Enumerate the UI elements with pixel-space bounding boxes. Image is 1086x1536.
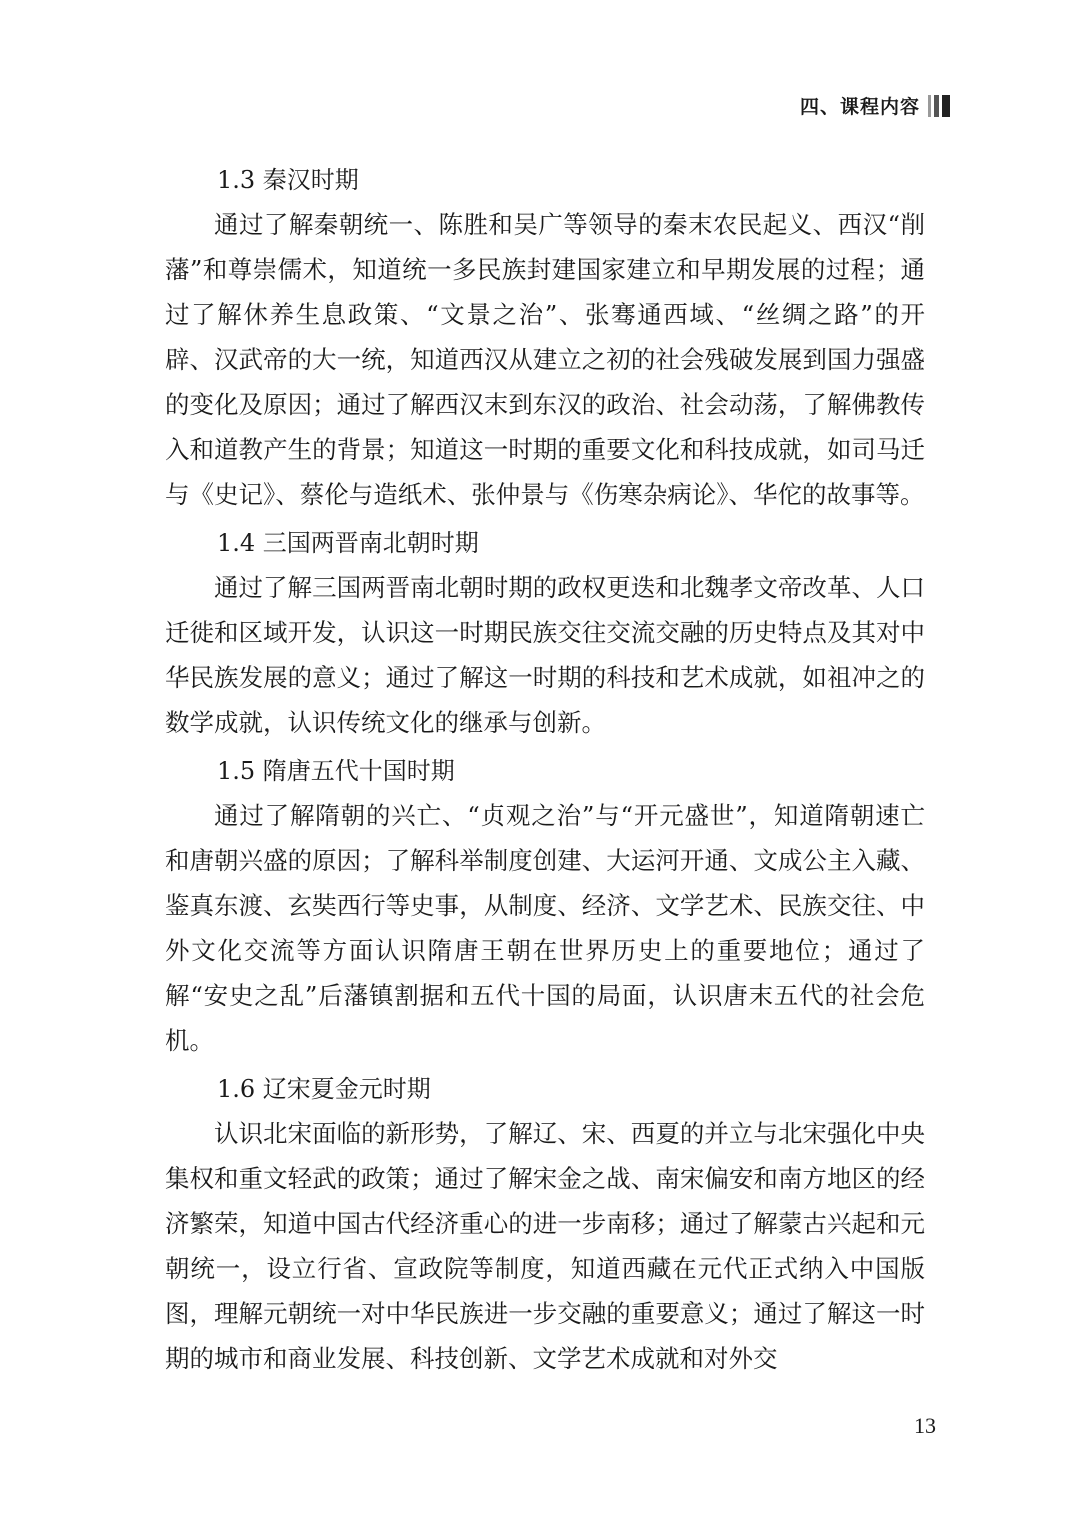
header-bar-mid	[934, 95, 939, 117]
page-body	[165, 160, 925, 1387]
section-qin-han	[165, 160, 925, 517]
section-heading: 1.6 辽宋夏金元时期	[217, 1075, 431, 1103]
page-number: 13	[914, 1413, 936, 1438]
chapter-title: 四、课程内容	[799, 96, 920, 118]
section-paragraph: 通过了解三国两晋南北朝时期的政权更迭和北魏孝文帝改革、人口迁徙和区域开发，认识这一时期民族交往交流交融的历史特点及其对中华民族发展的意义；通过了解这一时期的科技和艺术成就，如祖冲之的数学成就，认识传统文化的继承与创新。	[165, 573, 925, 737]
header-bar-thick	[942, 95, 950, 117]
section-paragraph: 通过了解秦朝统一、陈胜和吴广等领导的秦末农民起义、西汉“削藩”和尊崇儒术，知道统一多民族封建国家建立和早期发展的过程；通过了解休养生息政策、“文景之治”、张骞通西域、“丝绸之路”的开辟、汉武帝的大一统，知道西汉从建立之初的社会残破发展到国力强盛的变化及原因；通过了解西汉末到东汉的政治、社会动荡，了解佛教传入和道教产生的背景；知道这一时期的重要文化和科技成就，如司马迁与《史记》、蔡伦与造纸术、张仲景与《伤寒杂病论》、华佗的故事等。	[165, 210, 925, 509]
section-heading: 1.4 三国两晋南北朝时期	[217, 529, 479, 557]
section-paragraph: 通过了解隋朝的兴亡、“贞观之治”与“开元盛世”，知道隋朝速亡和唐朝兴盛的原因；了解科举制度创建、大运河开通、文成公主入藏、鉴真东渡、玄奘西行等史事，从制度、经济、文学艺术、民族交往、中外文化交流等方面认识隋唐王朝在世界历史上的重要地位；通过了解“安史之乱”后藩镇割据和五代十国的局面，认识唐末五代的社会危机。	[165, 801, 925, 1055]
header-decoration-bars	[928, 95, 950, 117]
section-liao-song-xia-jin-yuan	[165, 1069, 925, 1381]
section-sui-tang	[165, 751, 925, 1063]
running-header	[800, 92, 950, 119]
section-three-kingdoms	[165, 523, 925, 745]
section-paragraph: 认识北宋面临的新形势，了解辽、宋、西夏的并立与北宋强化中央集权和重文轻武的政策；通过了解宋金之战、南宋偏安和南方地区的经济繁荣，知道中国古代经济重心的进一步南移；通过了解蒙古兴起和元朝统一，设立行省、宣政院等制度，知道西藏在元代正式纳入中国版图，理解元朝统一对中华民族进一步交融的重要意义；通过了解这一时期的城市和商业发展、科技创新、文学艺术成就和对外交	[165, 1119, 925, 1373]
section-heading: 1.5 隋唐五代十国时期	[217, 757, 455, 785]
header-bar-thin	[928, 95, 931, 117]
section-heading: 1.3 秦汉时期	[217, 166, 359, 194]
